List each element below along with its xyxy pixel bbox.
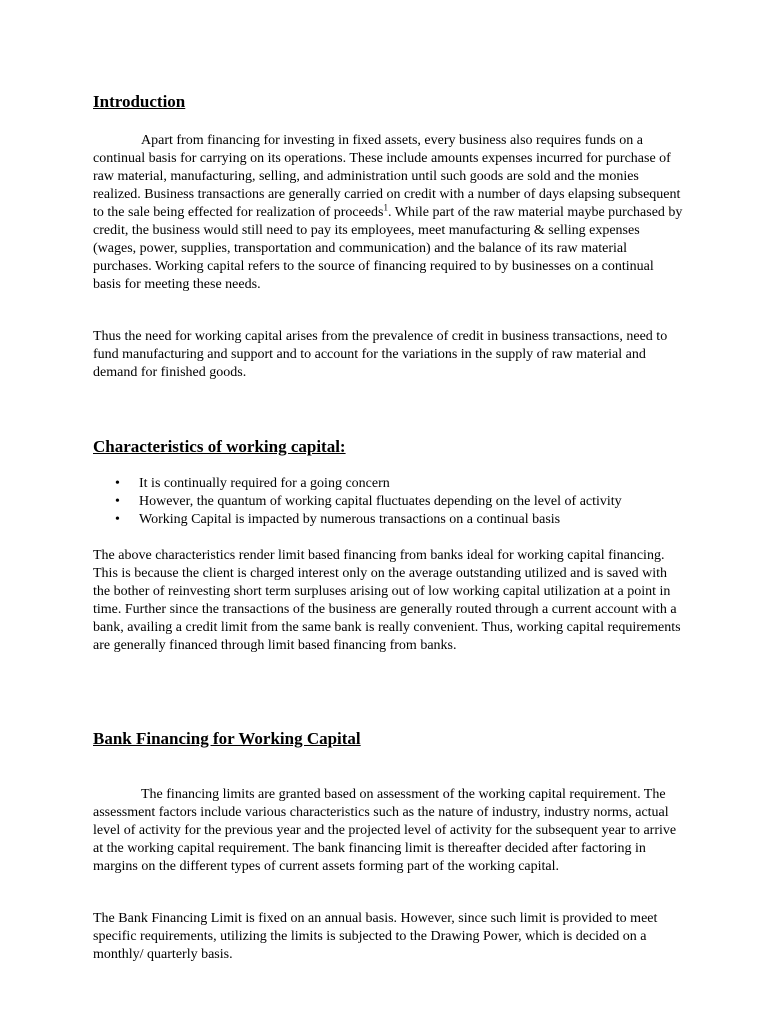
introduction-paragraph-1 <box>93 132 683 294</box>
characteristics-list <box>93 475 693 529</box>
introduction-paragraph-1-text-a: Apart from financing for investing in fixed assets, every business also requires funds on a continual basis for carrying on its operations. These include amounts expenses incurred for purchase of raw material, manufacturing, selling, and administration until such goods are sold and the monies realized. Business transactions are generally carried on credit with a number of days elapsing subsequent to the sale being effected for realization of proceeds <box>93 133 681 220</box>
list-item-text: However, the quantum of working capital fluctuates depending on the level of activity <box>139 494 622 509</box>
list-item <box>93 511 693 529</box>
heading-bank-financing: Bank Financing for Working Capital <box>93 729 361 748</box>
introduction-paragraph-1-text-b: . While part of the raw material maybe purchased by credit, the business would still need to pay its employees, meet manufacturing & selling expenses (wages, power, supplies, transportation and communication) and the balance of its raw material purchases. Working capital refers to the source of financing required to by businesses on a continual basis for meeting these needs. <box>93 205 683 292</box>
heading-introduction: Introduction <box>93 92 186 111</box>
list-item-text: Working Capital is impacted by numerous transactions on a continual basis <box>139 512 561 527</box>
footnote-marker: 1 <box>383 202 388 213</box>
characteristics-paragraph: The above characteristics render limit based financing from banks ideal for working capital financing. This is because the client is charged interest only on the average outstanding utilized and is saved with the bother of reinvesting short term surpluses arising out of low working capital utilization at a point in time. Further since the transactions of the business are generally routed through a current account with a bank, availing a credit limit from the same bank is really convenient. Thus, working capital requirements are generally financed through limit based financing from banks. <box>93 548 681 653</box>
bullet-icon: • <box>115 494 120 509</box>
paragraph-indent <box>93 133 141 148</box>
heading-characteristics: Characteristics of working capital: <box>93 437 346 456</box>
paragraph-indent <box>93 787 141 802</box>
bank-financing-paragraph-1 <box>93 786 683 876</box>
introduction-paragraph-2: Thus the need for working capital arises from the prevalence of credit in business transactions, need to fund manufacturing and support and to account for the variations in the supply of raw material and demand for finished goods. <box>93 329 668 380</box>
list-item <box>93 475 693 493</box>
bullet-icon: • <box>115 476 120 491</box>
bullet-icon: • <box>115 512 120 527</box>
bank-financing-paragraph-1-text: The financing limits are granted based on assessment of the working capital requirement. The assessment factors include various characteristics such as the nature of industry, industry norms, actual level of activity for the previous year and the projected level of activity for the subsequent year to arrive at the working capital requirement. The bank financing limit is thereafter decided after factoring in margins on the different types of current assets forming part of the working capital. <box>93 787 677 874</box>
bank-financing-paragraph-2: The Bank Financing Limit is fixed on an annual basis. However, since such limit is provided to meet specific requirements, utilizing the limits is subjected to the Drawing Power, which is decided on a monthly/ quarterly basis. <box>93 911 658 962</box>
list-item <box>93 493 693 511</box>
list-item-text: It is continually required for a going concern <box>139 476 390 491</box>
